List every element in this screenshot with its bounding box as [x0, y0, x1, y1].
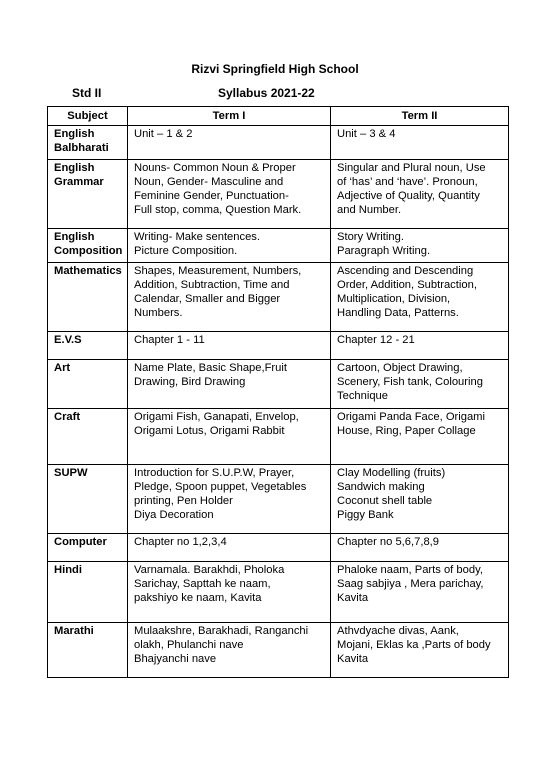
cell-line: English: [54, 128, 95, 140]
cell-line: Grammar: [54, 176, 104, 188]
cell-line: Saag sabjiya , Mera parichay,: [337, 578, 484, 590]
term2-cell: [331, 263, 509, 332]
cell-line: Chapter no 5,6,7,8,9: [337, 536, 440, 548]
cell-line: Computer: [54, 536, 107, 548]
cell-line: Cartoon, Object Drawing,: [337, 362, 463, 374]
subject-cell: [48, 534, 128, 562]
cell-line: Ascending and Descending: [337, 265, 474, 277]
cell-line: Technique: [337, 390, 389, 402]
term1-cell: [128, 360, 331, 409]
term1-cell: [128, 126, 331, 160]
subject-cell: [48, 360, 128, 409]
cell-line: Sandwich making: [337, 481, 425, 493]
table-row: [48, 409, 509, 465]
cell-line: Paragraph Writing.: [337, 245, 431, 257]
term1-cell: [128, 160, 331, 229]
subject-cell: [48, 160, 128, 229]
cell-line: and Number.: [337, 204, 402, 216]
table-row: [48, 332, 509, 360]
term2-cell: [331, 534, 509, 562]
cell-line: Unit – 1 & 2: [134, 128, 193, 140]
cell-line: Story Writing.: [337, 231, 404, 243]
cell-line: pakshiyo ke naam, Kavita: [134, 592, 262, 604]
cell-line: Art: [54, 362, 71, 374]
subject-cell: [48, 126, 128, 160]
term2-cell: [331, 126, 509, 160]
cell-line: Writing- Make sentences.: [134, 231, 261, 243]
cell-line: Origami Fish, Ganapati, Envelop,: [134, 411, 299, 423]
subject-cell: [48, 623, 128, 678]
cell-line: Kavita: [337, 653, 369, 665]
school-title: Rizvi Springfield High School: [191, 62, 359, 76]
table-row: [48, 126, 509, 160]
cell-line: Kavita: [337, 592, 369, 604]
term2-cell: [331, 623, 509, 678]
subject-cell: [48, 229, 128, 263]
cell-line: Numbers.: [134, 307, 183, 319]
syllabus-year-label: Syllabus 2021-22: [218, 86, 315, 100]
cell-line: English: [54, 231, 95, 243]
term1-cell: [128, 562, 331, 623]
cell-line: Phaloke naam, Parts of body,: [337, 564, 483, 576]
std-label: Std II: [72, 86, 102, 100]
cell-line: Full stop, comma, Question Mark.: [134, 204, 302, 216]
table-row: [48, 360, 509, 409]
cell-line: Chapter 12 - 21: [337, 334, 415, 346]
cell-line: Handling Data, Patterns.: [337, 307, 459, 319]
cell-line: Chapter 1 - 11: [134, 334, 205, 346]
term2-cell: [331, 229, 509, 263]
cell-line: E.V.S: [54, 334, 82, 346]
table-row: [48, 263, 509, 332]
table-row: [48, 465, 509, 534]
cell-line: Adjective of Quality, Quantity: [337, 190, 480, 202]
cell-line: Composition: [54, 245, 123, 257]
term2-cell: [331, 465, 509, 534]
term2-cell: [331, 360, 509, 409]
subject-cell: [48, 332, 128, 360]
cell-line: House, Ring, Paper Collage: [337, 425, 476, 437]
cell-line: Origami Panda Face, Origami: [337, 411, 485, 423]
cell-line: Feminine Gender, Punctuation-: [134, 190, 289, 202]
term1-cell: [128, 534, 331, 562]
cell-line: printing, Pen Holder: [134, 495, 233, 507]
table-header-row: [48, 107, 509, 126]
cell-line: Mojani, Eklas ka ,Parts of body: [337, 639, 491, 651]
cell-line: Mathematics: [54, 265, 122, 277]
term1-cell: [128, 263, 331, 332]
term1-cell: [128, 465, 331, 534]
column-header-subject: Subject: [48, 107, 128, 126]
cell-line: olakh, Phulanchi nave: [134, 639, 244, 651]
term2-cell: [331, 160, 509, 229]
cell-line: of ‘has’ and ‘have’. Pronoun,: [337, 176, 478, 188]
term1-cell: [128, 409, 331, 465]
cell-line: Singular and Plural noun, Use: [337, 162, 486, 174]
table-row: [48, 534, 509, 562]
cell-line: Calendar, Smaller and Bigger: [134, 293, 281, 305]
cell-line: English: [54, 162, 95, 174]
cell-line: Pledge, Spoon puppet, Vegetables: [134, 481, 307, 493]
table-row: [48, 623, 509, 678]
cell-line: Drawing, Bird Drawing: [134, 376, 246, 388]
term1-cell: [128, 623, 331, 678]
term2-cell: [331, 409, 509, 465]
cell-line: Marathi: [54, 625, 94, 637]
cell-line: Chapter no 1,2,3,4: [134, 536, 227, 548]
cell-line: Athvdyache divas, Aank,: [337, 625, 459, 637]
table-row: [48, 229, 509, 263]
cell-line: Diya Decoration: [134, 509, 214, 521]
syllabus-table: [47, 106, 509, 678]
cell-line: Mulaakshre, Barakhadi, Ranganchi: [134, 625, 309, 637]
term1-cell: [128, 332, 331, 360]
cell-line: Coconut shell table: [337, 495, 433, 507]
cell-line: Multiplication, Division,: [337, 293, 451, 305]
cell-line: Balbharati: [54, 142, 109, 154]
subject-cell: [48, 263, 128, 332]
cell-line: Introduction for S.U.P.W, Prayer,: [134, 467, 295, 479]
cell-line: Clay Modelling (fruits): [337, 467, 446, 479]
cell-line: Bhajyanchi nave: [134, 653, 217, 665]
term2-cell: [331, 332, 509, 360]
table-row: [48, 160, 509, 229]
subject-cell: [48, 465, 128, 534]
term1-cell: [128, 229, 331, 263]
cell-line: Unit – 3 & 4: [337, 128, 396, 140]
cell-line: Order, Addition, Subtraction,: [337, 279, 477, 291]
cell-line: Sarichay, Sapttah ke naam,: [134, 578, 271, 590]
cell-line: Craft: [54, 411, 81, 423]
cell-line: Varnamala. Barakhdi, Pholoka: [134, 564, 285, 576]
cell-line: Origami Lotus, Origami Rabbit: [134, 425, 285, 437]
cell-line: Picture Composition.: [134, 245, 238, 257]
subject-cell: [48, 562, 128, 623]
cell-line: SUPW: [54, 467, 88, 479]
cell-line: Piggy Bank: [337, 509, 394, 521]
cell-line: Scenery, Fish tank, Colouring: [337, 376, 483, 388]
cell-line: Name Plate, Basic Shape,Fruit: [134, 362, 287, 374]
cell-line: Hindi: [54, 564, 82, 576]
cell-line: Noun, Gender- Masculine and: [134, 176, 284, 188]
column-header-term1: Term I: [128, 107, 331, 126]
cell-line: Shapes, Measurement, Numbers,: [134, 265, 302, 277]
table-row: [48, 562, 509, 623]
cell-line: Addition, Subtraction, Time and: [134, 279, 290, 291]
column-header-term2: Term II: [331, 107, 509, 126]
table-body: [48, 126, 509, 678]
subject-cell: [48, 409, 128, 465]
cell-line: Nouns- Common Noun & Proper: [134, 162, 296, 174]
term2-cell: [331, 562, 509, 623]
